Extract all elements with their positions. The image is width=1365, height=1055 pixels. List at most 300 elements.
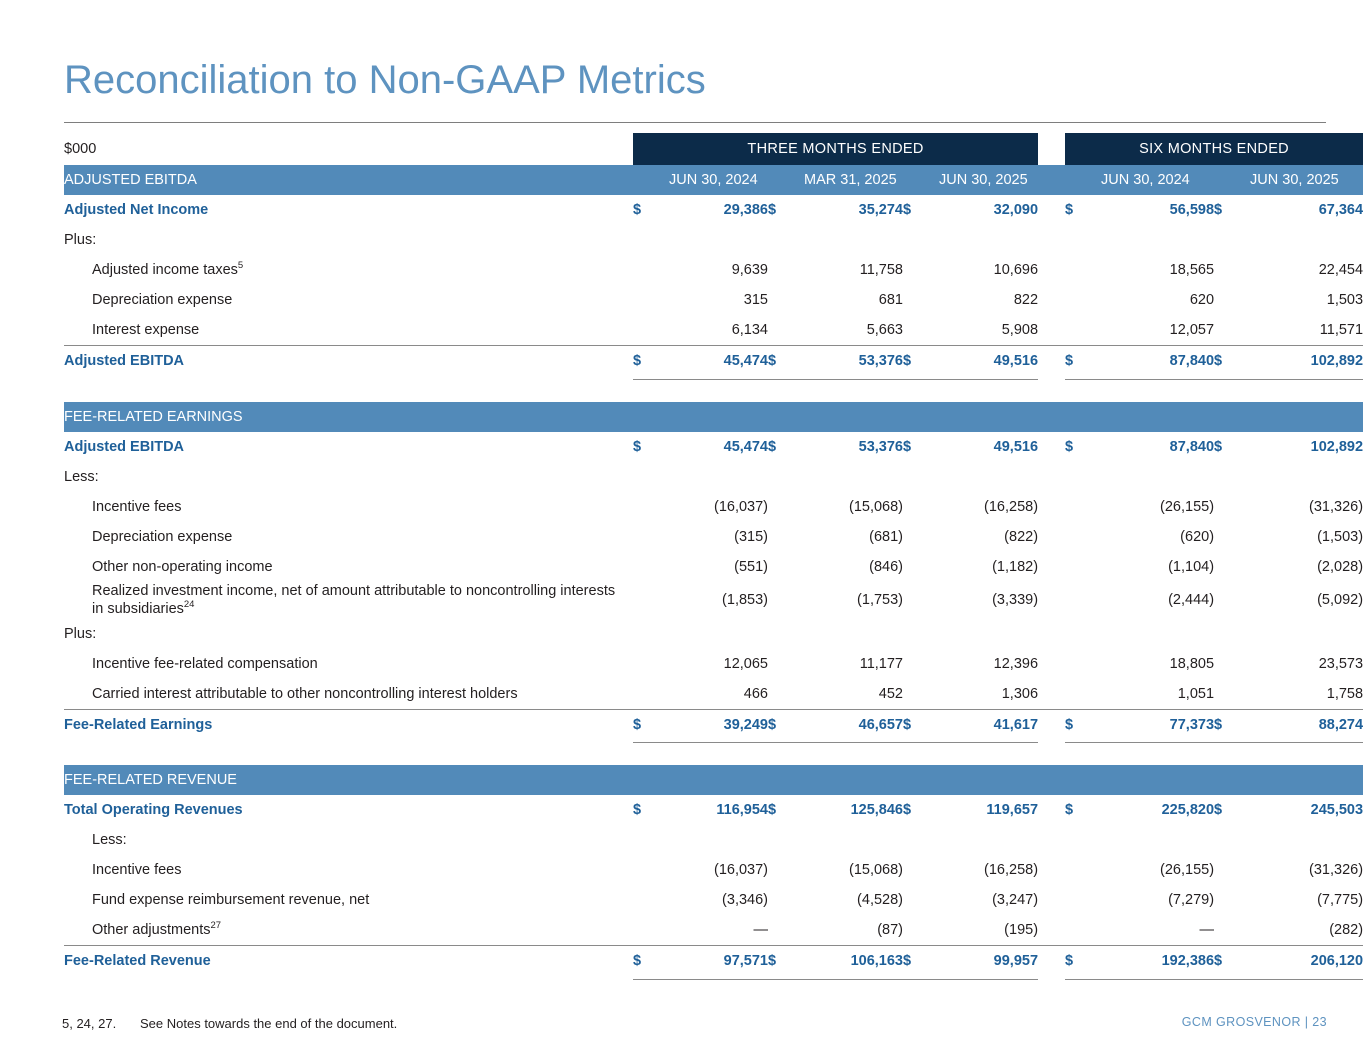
column-date-header: JUN 30, 2024 (669, 165, 768, 195)
section-header-fill (669, 765, 768, 795)
dollar-sign (768, 285, 804, 315)
table-row (64, 346, 1363, 377)
header-gap (1038, 165, 1065, 195)
dollar-sign: $ (633, 709, 669, 740)
dollar-sign (633, 582, 669, 619)
dollar-sign: $ (633, 202, 642, 218)
date-dollar-spacer (1065, 165, 1101, 195)
cell-value (669, 619, 768, 649)
dollar-sign (1214, 619, 1250, 649)
column-gap (1038, 619, 1065, 649)
row-label: Incentive fee-related compensation (92, 655, 318, 672)
underline-cell (939, 976, 1038, 979)
cell-value: (282) (1329, 922, 1364, 939)
cell-value: 88,274 (1250, 709, 1363, 740)
spacer-cell (1038, 743, 1065, 766)
spacer-cell (1038, 379, 1065, 402)
dollar-sign (1214, 492, 1250, 522)
cell-value: 12,057 (1169, 322, 1215, 338)
table-row (64, 885, 1363, 915)
dollar-sign (633, 552, 669, 582)
spacer-cell (64, 379, 633, 402)
row-label: Plus: (64, 232, 97, 248)
row-label: Fund expense reimbursement revenue, net (92, 892, 370, 909)
cell-value: 5,663 (866, 322, 903, 338)
spacer-cell (804, 379, 903, 402)
cell-value: (620) (1180, 528, 1215, 545)
spacer-cell (1101, 379, 1214, 402)
dollar-sign (1214, 679, 1250, 710)
row-label: Less: (64, 468, 99, 485)
dollar-sign: $ (768, 346, 804, 377)
column-gap (1038, 522, 1065, 552)
dollar-sign: $ (903, 438, 912, 455)
dollar-sign (633, 255, 669, 285)
cell-value: 23,573 (1318, 655, 1364, 672)
dollar-sign: $ (1065, 346, 1101, 377)
section-header-fill (633, 765, 669, 795)
cell-value: 225,820 (1161, 802, 1215, 819)
cell-value: (16,037) (713, 498, 768, 515)
table-row (64, 946, 1363, 977)
table-row (64, 619, 1363, 649)
cell-value: (15,068) (848, 498, 903, 515)
cell-value: 45,474 (723, 438, 768, 455)
cell-value: 245,503 (1310, 802, 1364, 819)
cell-value (939, 825, 1038, 855)
dollar-sign (768, 855, 804, 885)
row-label: Plus: (64, 625, 97, 642)
cell-value: 102,892 (1310, 438, 1364, 455)
column-gap (1038, 492, 1065, 522)
cell-value (1101, 462, 1214, 492)
dollar-sign (1214, 225, 1250, 255)
section-header-fill (903, 765, 939, 795)
dollar-sign: $ (768, 202, 777, 218)
underline-spacer (64, 976, 633, 979)
cell-value: 620 (1189, 292, 1215, 308)
dollar-sign (903, 679, 939, 710)
spacer-cell (1101, 743, 1214, 766)
footnote-text: See Notes towards the end of the document. (140, 1016, 398, 1031)
cell-value: 10,696 (993, 262, 1039, 278)
cell-value: 11,571 (1319, 322, 1364, 338)
dollar-sign (903, 649, 939, 679)
dollar-sign: $ (903, 346, 939, 377)
dollar-sign: $ (768, 709, 804, 740)
dollar-sign (768, 255, 804, 285)
dollar-sign (903, 285, 939, 315)
dollar-sign (768, 885, 804, 915)
cell-value (939, 462, 1038, 492)
row-label: Fee-Related Revenue (64, 946, 633, 977)
cell-value: 12,065 (723, 655, 768, 672)
cell-value: 119,657 (986, 802, 1039, 819)
table-row (64, 522, 1363, 552)
cell-value (1101, 619, 1214, 649)
cell-value: (15,068) (848, 862, 903, 879)
three-months-header: THREE MONTHS ENDED (633, 133, 1038, 165)
cell-value: 41,617 (939, 709, 1038, 740)
dollar-sign (1214, 285, 1250, 315)
column-gap (1038, 285, 1065, 315)
cell-value: (31,326) (1309, 498, 1364, 515)
spacer-row (64, 743, 1363, 766)
section-header-row (64, 765, 1363, 795)
footnote-marker: 5 (237, 260, 244, 272)
underline-cell (1065, 976, 1101, 979)
section-header-row (64, 402, 1363, 432)
table-row (64, 679, 1363, 710)
dollar-sign (633, 285, 669, 315)
dollar-sign (903, 255, 939, 285)
spacer-cell (669, 743, 768, 766)
section-header-fill (768, 402, 804, 432)
section-header-fill (804, 765, 903, 795)
cell-value: 18,565 (1169, 262, 1215, 278)
reconciliation-table (64, 133, 1363, 980)
cell-value: 99,957 (939, 946, 1038, 977)
table-row (64, 709, 1363, 740)
dollar-sign (903, 825, 939, 855)
cell-value (669, 225, 768, 255)
spacer-row (64, 379, 1363, 402)
cell-value: (1,503) (1317, 528, 1364, 545)
date-dollar-spacer (633, 165, 669, 195)
cell-value (804, 462, 903, 492)
dollar-sign (1065, 649, 1101, 679)
section-header-row (64, 165, 1363, 195)
dollar-sign: $ (1065, 202, 1074, 218)
column-gap (1038, 649, 1065, 679)
dollar-sign (633, 855, 669, 885)
column-gap (1038, 195, 1065, 225)
section-header-fill (669, 402, 768, 432)
cell-value: (822) (1004, 528, 1039, 545)
cell-value: — (753, 922, 768, 939)
table-row (64, 552, 1363, 582)
brand-footer: GCM GROSVENOR | 23 (1181, 1015, 1327, 1029)
cell-value: 1,306 (1001, 685, 1039, 702)
section-header-fill (1038, 402, 1065, 432)
section-header-fill (1214, 765, 1250, 795)
section-header-fill (633, 402, 669, 432)
dollar-sign (633, 915, 669, 946)
spacer-cell (804, 743, 903, 766)
column-gap (1038, 915, 1065, 946)
dollar-sign: $ (1214, 709, 1250, 740)
footnote-numbers: 5, 24, 27. (62, 1016, 117, 1031)
cell-value (804, 619, 903, 649)
cell-value: 5,908 (1001, 322, 1039, 338)
column-gap (1038, 315, 1065, 346)
column-gap (1038, 462, 1065, 492)
section-title: FEE-RELATED REVENUE (64, 765, 633, 795)
cell-value (804, 825, 903, 855)
spacer-cell (1214, 743, 1250, 766)
underline-cell (1101, 976, 1214, 979)
row-label: Realized investment income, net of amount attributable to noncontrolling interests in subsidiaries$^{24}$ (92, 582, 616, 618)
section-header-fill (1250, 402, 1363, 432)
cell-value: 1,503 (1326, 292, 1364, 308)
row-label: Total Operating Revenues (64, 802, 243, 819)
spacer-cell (903, 379, 939, 402)
row-label: Other adjustments$^{27}$ (92, 920, 222, 939)
column-gap (1038, 825, 1065, 855)
cell-value: 29,386 (723, 202, 768, 218)
cell-value: 45,474 (669, 346, 768, 377)
cell-value: 87,840 (1169, 438, 1215, 455)
cell-value (939, 619, 1038, 649)
underline-cell (804, 976, 903, 979)
column-gap (1038, 679, 1065, 710)
cell-value: (681) (869, 528, 903, 545)
dollar-sign (1214, 825, 1250, 855)
cell-value: 206,120 (1250, 946, 1363, 977)
cell-value: 49,516 (993, 438, 1039, 455)
cell-value: (16,258) (984, 498, 1039, 515)
section-header-fill (939, 402, 1038, 432)
cell-value: (16,258) (984, 862, 1039, 879)
dollar-sign (1065, 582, 1101, 619)
underline-cell (1214, 976, 1250, 979)
cell-value: 39,249 (669, 709, 768, 740)
dollar-sign (768, 225, 804, 255)
underline-cell (1250, 976, 1363, 979)
column-date-header: JUN 30, 2025 (939, 165, 1038, 195)
dollar-sign: $ (903, 946, 939, 977)
table-row (64, 315, 1363, 346)
cell-value: — (1199, 922, 1215, 939)
section-header-fill (804, 402, 903, 432)
cell-value (804, 225, 903, 255)
cell-value (939, 225, 1038, 255)
dollar-sign (768, 619, 804, 649)
spacer-cell (64, 743, 633, 766)
spacer-cell (1250, 379, 1363, 402)
cell-value (1101, 825, 1214, 855)
cell-value: 125,846 (850, 802, 903, 819)
dollar-sign (1065, 552, 1101, 582)
cell-value (1250, 825, 1363, 855)
dollar-sign (1065, 619, 1101, 649)
row-label: Incentive fees (92, 862, 182, 879)
cell-value: (87) (877, 922, 903, 939)
table-row (64, 795, 1363, 825)
section-header-fill (1101, 765, 1214, 795)
dollar-sign (1065, 285, 1101, 315)
section-header-fill (1250, 765, 1363, 795)
cell-value: (315) (734, 528, 768, 545)
column-gap (1038, 432, 1065, 462)
dollar-sign (903, 855, 939, 885)
cell-value (669, 825, 768, 855)
cell-value: 106,163 (804, 946, 903, 977)
dollar-sign (903, 462, 939, 492)
cell-value: 11,177 (859, 655, 903, 672)
column-gap (1038, 946, 1065, 977)
title-divider (64, 122, 1326, 123)
row-label: Adjusted EBITDA (64, 346, 633, 377)
dollar-sign: $ (1214, 946, 1250, 977)
cell-value: 315 (743, 292, 768, 308)
dollar-sign: $ (1214, 438, 1223, 455)
underline-cell (633, 976, 669, 979)
dollar-sign (1214, 855, 1250, 885)
dollar-sign (768, 679, 804, 710)
underline-cell (669, 976, 768, 979)
row-label: Fee-Related Earnings (64, 709, 633, 740)
cell-value (1250, 462, 1363, 492)
cell-value: 97,571 (669, 946, 768, 977)
section-header-fill (768, 765, 804, 795)
cell-value: 9,639 (731, 262, 768, 278)
dollar-sign (633, 492, 669, 522)
column-gap (1038, 346, 1065, 377)
dollar-sign: $ (633, 438, 642, 455)
cell-value: 35,274 (858, 202, 903, 218)
row-label: Adjusted Net Income (64, 202, 209, 218)
section-header-fill (1038, 765, 1065, 795)
dollar-sign: $ (633, 346, 669, 377)
table-row (64, 915, 1363, 946)
dollar-sign: $ (633, 946, 669, 977)
spacer-cell (903, 743, 939, 766)
dollar-sign (633, 825, 669, 855)
table-row (64, 825, 1363, 855)
dollar-sign: $ (1214, 202, 1223, 218)
dollar-sign (1065, 825, 1101, 855)
dollar-sign (768, 825, 804, 855)
column-gap (1038, 225, 1065, 255)
date-dollar-spacer (1214, 165, 1250, 195)
row-label: Adjusted EBITDA (64, 438, 185, 455)
table-row (64, 582, 1363, 619)
cell-value: 56,598 (1169, 202, 1215, 218)
dollar-sign (633, 679, 669, 710)
table-row (64, 855, 1363, 885)
cell-value: 681 (878, 292, 903, 308)
dollar-sign (633, 522, 669, 552)
dollar-sign (1214, 462, 1250, 492)
dollar-sign (768, 522, 804, 552)
date-dollar-spacer (903, 165, 939, 195)
row-label: Other non-operating income (92, 558, 273, 575)
spacer-cell (1065, 379, 1101, 402)
table-row (64, 492, 1363, 522)
cell-value: 102,892 (1250, 346, 1363, 377)
section-header-fill (1101, 402, 1214, 432)
column-date-header: JUN 30, 2024 (1101, 165, 1214, 195)
cell-value: 452 (878, 685, 903, 702)
column-gap (1038, 855, 1065, 885)
cell-value: 87,840 (1101, 346, 1214, 377)
underline-cell (768, 976, 804, 979)
dollar-sign (768, 492, 804, 522)
footnote-marker: 24 (183, 599, 195, 611)
cell-value (669, 462, 768, 492)
cell-value: 77,373 (1101, 709, 1214, 740)
cell-value: (551) (734, 558, 768, 575)
page-title: Reconciliation to Non-GAAP Metrics (64, 58, 706, 102)
table-row (64, 255, 1363, 285)
six-months-header: SIX MONTHS ENDED (1065, 133, 1363, 165)
cell-value (1101, 225, 1214, 255)
cell-value: 192,386 (1101, 946, 1214, 977)
row-label: Depreciation expense (92, 528, 233, 545)
dollar-sign (633, 885, 669, 915)
section-header-fill (1065, 402, 1101, 432)
cell-value: (1,182) (992, 558, 1039, 575)
dollar-sign (633, 462, 669, 492)
section-header-fill (939, 765, 1038, 795)
cell-value: 822 (1013, 292, 1039, 308)
dollar-sign (1214, 915, 1250, 946)
row-label: Carried interest attributable to other noncontrolling interest holders (92, 685, 518, 702)
dollar-sign: $ (1065, 438, 1074, 455)
cell-value: 22,454 (1318, 262, 1364, 278)
dollar-sign (1065, 915, 1101, 946)
table-header-periods (64, 133, 1363, 165)
cell-value: (1,104) (1168, 558, 1215, 575)
column-date-header: MAR 31, 2025 (804, 165, 903, 195)
cell-value: 53,376 (804, 346, 903, 377)
cell-value: (846) (869, 558, 903, 575)
dollar-sign (633, 315, 669, 346)
spacer-cell (768, 379, 804, 402)
dollar-sign (768, 582, 804, 619)
table-row (64, 432, 1363, 462)
cell-value: (3,247) (992, 892, 1039, 909)
dollar-sign (768, 462, 804, 492)
cell-value: (7,775) (1317, 892, 1364, 909)
dollar-sign (903, 915, 939, 946)
column-gap (1038, 885, 1065, 915)
dollar-sign (1065, 855, 1101, 885)
cell-value: 53,376 (858, 438, 903, 455)
dollar-sign (903, 225, 939, 255)
row-label: Depreciation expense (92, 292, 233, 308)
spacer-cell (1214, 379, 1250, 402)
cell-value: 11,758 (859, 262, 903, 278)
cell-value: (26,155) (1160, 498, 1215, 515)
dollar-sign (633, 619, 669, 649)
cell-value: (4,528) (857, 892, 903, 909)
spacer-cell (669, 379, 768, 402)
dollar-sign: $ (903, 709, 939, 740)
dollar-sign: $ (1065, 946, 1101, 977)
header-gap (1038, 133, 1065, 165)
dollar-sign: $ (1065, 709, 1101, 740)
dollar-sign (1065, 679, 1101, 710)
dollar-sign: $ (768, 438, 777, 455)
cell-value: (2,028) (1317, 558, 1364, 575)
spacer-cell (1065, 743, 1101, 766)
cell-value: 6,134 (731, 322, 768, 338)
dollar-sign (1214, 255, 1250, 285)
dollar-sign (1065, 462, 1101, 492)
table-row (64, 649, 1363, 679)
dollar-sign (768, 649, 804, 679)
dollar-sign (633, 225, 669, 255)
cell-value: 466 (743, 685, 768, 702)
column-gap (1038, 795, 1065, 825)
dollar-sign: $ (768, 946, 804, 977)
dollar-sign (1214, 522, 1250, 552)
column-date-header: JUN 30, 2025 (1250, 165, 1363, 195)
spacer-cell (1250, 743, 1363, 766)
dollar-sign (903, 619, 939, 649)
